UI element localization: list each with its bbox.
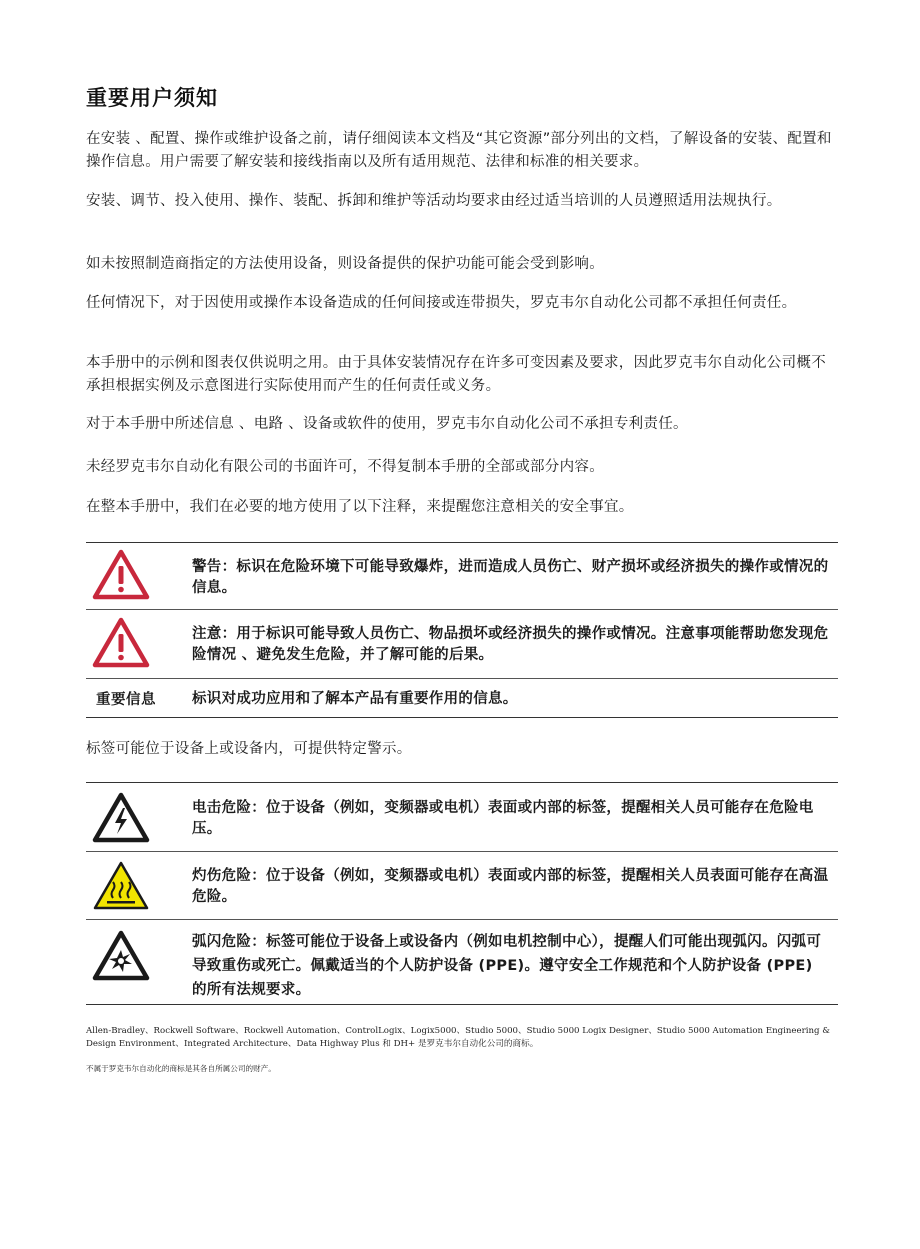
label-intro: 标签可能位于设备上或设备内，可提供特定警示。: [86, 741, 412, 757]
shock-label: 电击危险：: [192, 800, 266, 816]
trademark-notice: Allen-Bradley、Rockwell Software、Rockwell Automation、ControlLogix、Logix5000、Studio 5000、Studio 5000 Logix Designer、Studio 5000 Automation Engineering & Design Environment、Integrated Architecture、Data Highway Plus 和 DH+ 是罗克韦尔自动化公司的商标。: [86, 1026, 830, 1049]
warning-label: 警告：: [192, 559, 237, 575]
paragraph-examples: 本手册中的示例和图表仅供说明之用。由于具体安装情况存在许多可变因素及要求，因此罗克韦尔自动化公司概不承担根据实例及示意图进行实际使用而产生的任何责任或义务。: [86, 355, 826, 394]
paragraph-training: 安装、调节、投入使用、操作、装配、拆卸和维护等活动均要求由经过适当培训的人员遵照适用法规执行。: [86, 193, 782, 209]
shock-hazard-icon: [92, 792, 150, 848]
shock-label-notice: [192, 798, 832, 840]
warning-text: 标识在危险环境下可能导致爆炸，进而造成人员伤亡、财产损坏或经济损失的操作或情况的信息。: [192, 559, 829, 596]
arc-label: 弧闪危险：: [192, 934, 266, 950]
attention-label: 注意：: [192, 626, 237, 642]
warning-notice: [192, 557, 832, 599]
attention-text: 用于标识可能导致人员伤亡、物品损坏或经济损失的操作或情况。注意事项能帮助您发现危险情况 、避免发生危险，并了解可能的后果。: [192, 626, 829, 663]
important-text: 标识对成功应用和了解本产品有重要作用的信息。: [192, 691, 518, 707]
paragraph-protection: 如未按照制造商指定的方法使用设备，则设备提供的保护功能可能会受到影响。: [86, 256, 604, 272]
attention-notice: [192, 624, 832, 666]
other-trademark-notice: 不属于罗克韦尔自动化的商标是其各自所属公司的财产。: [86, 1064, 276, 1073]
paragraph-intro: 在安装 、配置、操作或维护设备之前，请仔细阅读本文档及“其它资源”部分列出的文档，了解设备的安装、配置和操作信息。用户需要了解安装和接线指南以及所有适用规范、法律和标准的相关要求。: [86, 131, 832, 170]
shock-text: 位于设备（例如，变频器或电机）表面或内部的标签，提醒相关人员可能存在危险电压。: [192, 800, 814, 837]
divider: [86, 609, 838, 610]
divider: [86, 851, 838, 852]
page-title: 重要用户须知: [86, 86, 218, 110]
paragraph-notes-intro: 在整本手册中，我们在必要的地方使用了以下注释，来提醒您注意相关的安全事宜。: [86, 499, 634, 515]
paragraph-liability: 任何情况下，对于因使用或操作本设备造成的任何间接或连带损失，罗克韦尔自动化公司都不承担任何责任。: [86, 295, 797, 311]
warning-triangle-icon: [92, 549, 150, 605]
divider: [86, 1004, 838, 1005]
paragraph-patent: 对于本手册中所述信息 、电路 、设备或软件的使用，罗克韦尔自动化公司不承担专利责任。: [86, 416, 688, 432]
arc-text: 标签可能位于设备上或设备内（例如电机控制中心），提醒人们可能出现弧闪。闪弧可导致重伤或死亡。佩戴适当的个人防护设备 (PPE)。遵守安全工作规范和个人防护设备 (PPE) 的所有法规要求。: [192, 934, 822, 998]
divider: [86, 782, 838, 783]
burn-label-notice: [192, 866, 832, 908]
divider: [86, 678, 838, 679]
attention-triangle-icon: [92, 617, 150, 673]
burn-hazard-icon: [92, 860, 150, 916]
divider: [86, 919, 838, 920]
arc-label-notice: [192, 930, 832, 1002]
arc-flash-icon: [92, 930, 150, 986]
divider: [86, 717, 838, 718]
paragraph-copyright: 未经罗克韦尔自动化有限公司的书面许可，不得复制本手册的全部或部分内容。: [86, 459, 604, 475]
burn-label: 灼伤危险：: [192, 868, 266, 884]
burn-text: 位于设备（例如，变频器或电机）表面或内部的标签，提醒相关人员表面可能存在高温危险。: [192, 868, 829, 905]
divider: [86, 542, 838, 543]
important-label: 重要信息: [96, 692, 156, 708]
